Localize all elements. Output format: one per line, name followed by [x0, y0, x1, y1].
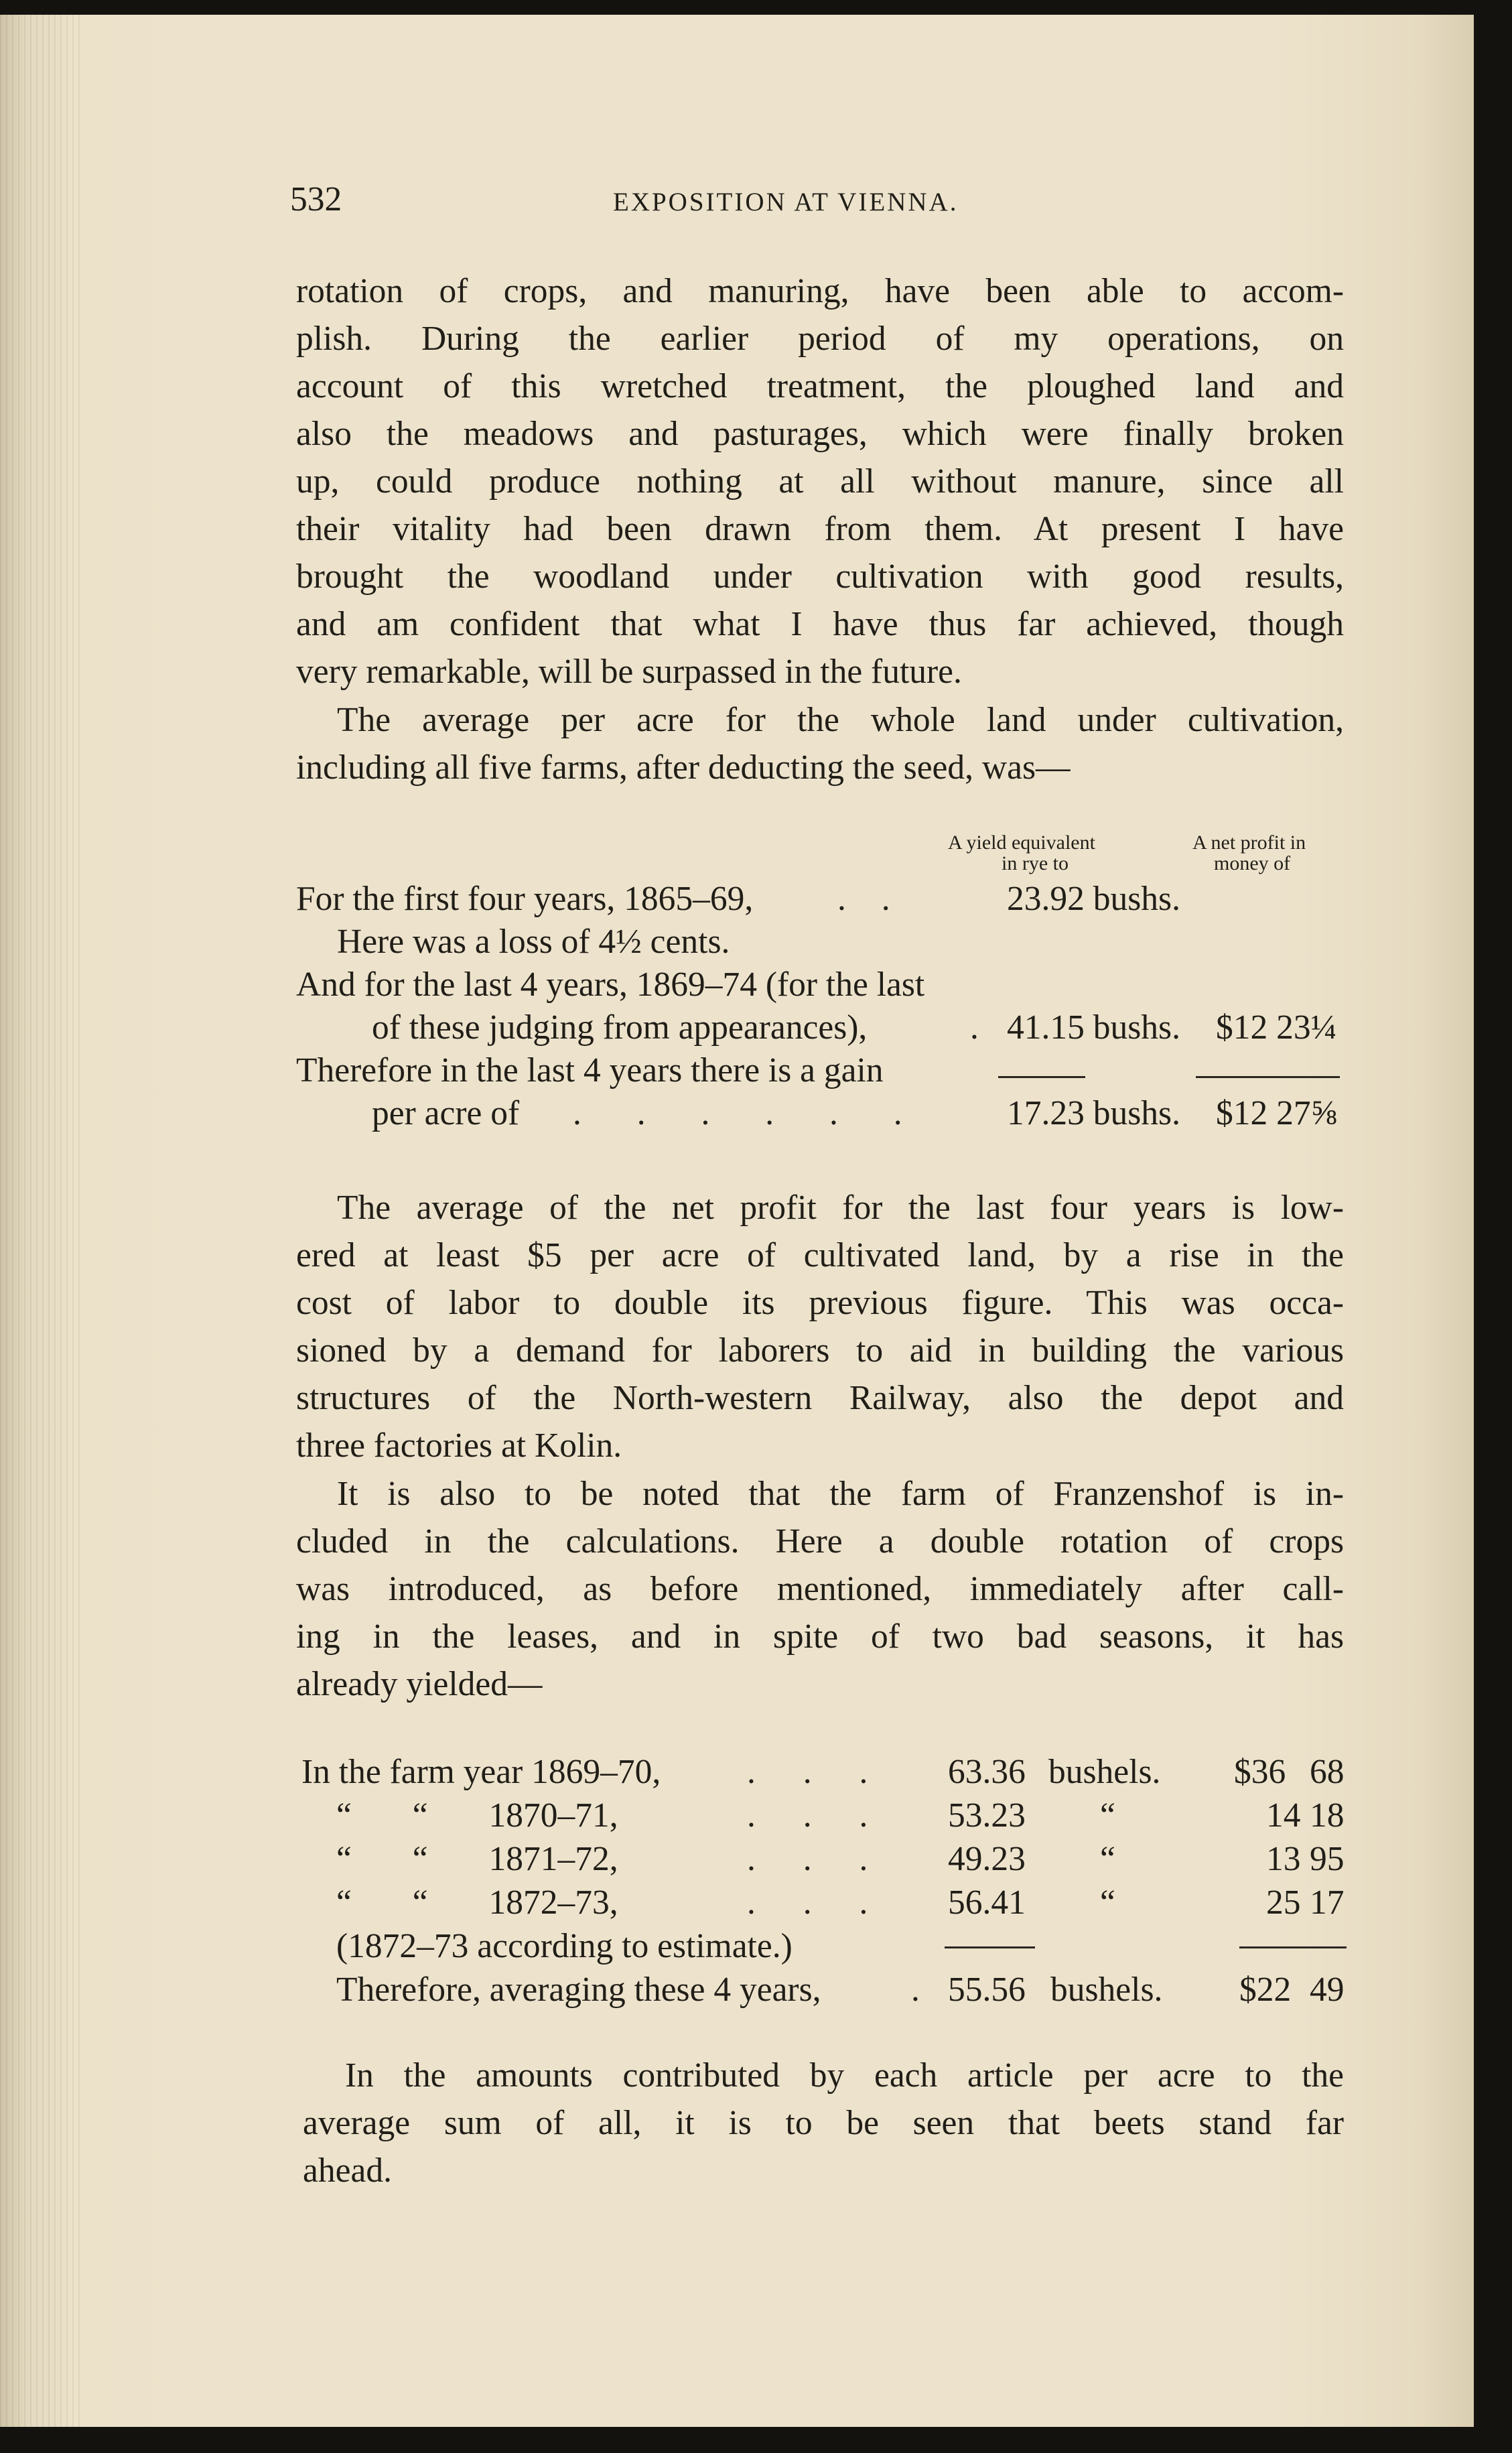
sum-rule	[998, 1076, 1085, 1078]
leader-dots: . . . . . .	[573, 1094, 902, 1132]
paragraph-line: their vitality had been drawn from them. At present I have	[296, 510, 1344, 548]
table-cell-unit: “	[1100, 1883, 1115, 1922]
table-cell-yield: 55.56	[948, 1971, 1026, 2009]
paragraph-line: including all five farms, after deducting the seed, was—	[296, 748, 1071, 787]
table-row-label: And for the last 4 years, 1869–74 (for the last	[296, 966, 925, 1004]
paragraph-line: and am confident that what I have thus far achieved, though	[296, 605, 1344, 643]
table-cell-dollars: $36	[1234, 1753, 1286, 1791]
sum-rule	[1239, 1946, 1347, 1948]
table-row-label: per acre of	[372, 1094, 520, 1132]
table-row-label: Therefore, averaging these 4 years,	[336, 1971, 821, 2009]
table-cell-dollars: 14	[1266, 1796, 1301, 1835]
leader-dots: . . .	[747, 1753, 868, 1791]
paragraph-line: It is also to be noted that the farm of Franzenshof is in-	[337, 1475, 1344, 1513]
paragraph-line: brought the woodland under cultivation with good results,	[296, 557, 1344, 596]
sum-rule	[1196, 1076, 1340, 1078]
table-row-label: of these judging from appearances),	[372, 1008, 868, 1047]
table-cell-cents: 68	[1310, 1753, 1345, 1791]
paragraph-line: In the amounts contributed by each article per acre to the	[345, 2056, 1344, 2095]
table-row-label: “ “ 1870–71,	[336, 1796, 618, 1835]
table-cell-dollars: 25	[1266, 1883, 1301, 1922]
leader-dots: . . .	[747, 1840, 868, 1878]
table-cell-yield: 17.23 bushs.	[1007, 1094, 1180, 1132]
leader-dots: .	[911, 1971, 920, 2009]
paragraph-line: account of this wretched treatment, the ploughed land and	[296, 367, 1344, 405]
paragraph-line: cluded in the calculations. Here a double rotation of crops	[296, 1522, 1344, 1561]
table-row-label: “ “ 1871–72,	[336, 1840, 618, 1878]
column-header-yield: in rye to	[1002, 852, 1069, 874]
table-cell-yield: 49.23	[948, 1840, 1026, 1878]
page-edges	[0, 15, 80, 2427]
leader-dots: . .	[837, 880, 890, 918]
paragraph-line: already yielded—	[296, 1665, 543, 1703]
paragraph-line: also the meadows and pasturages, which were finally broken	[296, 415, 1344, 453]
paragraph-line: The average of the net profit for the last four years is low-	[337, 1189, 1344, 1227]
paragraph-line: cost of labor to double its previous figure. This was occa-	[296, 1284, 1344, 1322]
paragraph-line: ered at least $5 per acre of cultivated land, by a rise in the	[296, 1236, 1344, 1274]
table-cell-yield: 53.23	[948, 1796, 1026, 1835]
table-cell-cents: 95	[1310, 1840, 1345, 1878]
table-cell-cents: 18	[1310, 1796, 1345, 1835]
table-cell-cents: 49	[1310, 1971, 1345, 2009]
table-row-label: Therefore in the last 4 years there is a gain	[296, 1051, 884, 1089]
table-cell-unit: “	[1100, 1840, 1115, 1878]
running-title: EXPOSITION AT VIENNA.	[613, 188, 959, 216]
paragraph-line: very remarkable, will be surpassed in the future.	[296, 653, 962, 691]
table-cell-unit: bushels.	[1050, 1971, 1163, 2009]
page-number: 532	[290, 180, 342, 218]
paragraph-line: average sum of all, it is to be seen that beets stand far	[303, 2104, 1344, 2142]
paragraph-line: structures of the North-western Railway, also the depot and	[296, 1379, 1344, 1417]
table-cell-dollars: 13	[1266, 1840, 1301, 1878]
table-cell-yield: 41.15 bushs.	[1007, 1008, 1180, 1047]
sum-rule	[945, 1946, 1035, 1948]
leader-dots: .	[970, 1008, 979, 1047]
column-header-profit: A net profit in	[1192, 832, 1306, 854]
table-cell-profit: $12 23¼	[1216, 1008, 1337, 1047]
table-row-label: “ “ 1872–73,	[336, 1883, 618, 1922]
table-cell-cents: 17	[1310, 1883, 1345, 1922]
leader-dots: . . .	[747, 1883, 868, 1922]
table-cell-profit: $12 27⅝	[1216, 1094, 1337, 1132]
table-note: (1872–73 according to estimate.)	[336, 1927, 793, 1965]
column-header-profit: money of	[1214, 852, 1291, 874]
paragraph-line: was introduced, as before mentioned, immediately after call-	[296, 1570, 1344, 1608]
table-note: Here was a loss of 4½ cents.	[337, 923, 730, 961]
table-cell-unit: bushels.	[1048, 1753, 1161, 1791]
paragraph-line: rotation of crops, and manuring, have been able to accom-	[296, 272, 1344, 310]
paragraph-line: ahead.	[303, 2151, 392, 2190]
table-row-label: For the first four years, 1865–69,	[296, 880, 754, 918]
paragraph-line: plish. During the earlier period of my operations, on	[296, 320, 1344, 358]
leader-dots: . . .	[747, 1796, 868, 1835]
table-cell-yield: 56.41	[948, 1883, 1026, 1922]
paragraph-line: three factories at Kolin.	[296, 1427, 622, 1465]
paragraph-line: ing in the leases, and in spite of two bad seasons, it has	[296, 1617, 1344, 1656]
paragraph-line: sioned by a demand for laborers to aid in building the various	[296, 1331, 1344, 1370]
table-cell-dollars: $22	[1239, 1971, 1292, 2009]
table-cell-unit: “	[1100, 1796, 1115, 1835]
table-cell-yield: 23.92 bushs.	[1007, 880, 1180, 918]
column-header-yield: A yield equivalent	[948, 832, 1095, 854]
table-cell-yield: 63.36	[948, 1753, 1026, 1791]
paragraph-line: up, could produce nothing at all without manure, since all	[296, 462, 1344, 501]
table-row-label: In the farm year 1869–70,	[301, 1753, 661, 1791]
paragraph-line: The average per acre for the whole land under cultivation,	[337, 701, 1344, 739]
